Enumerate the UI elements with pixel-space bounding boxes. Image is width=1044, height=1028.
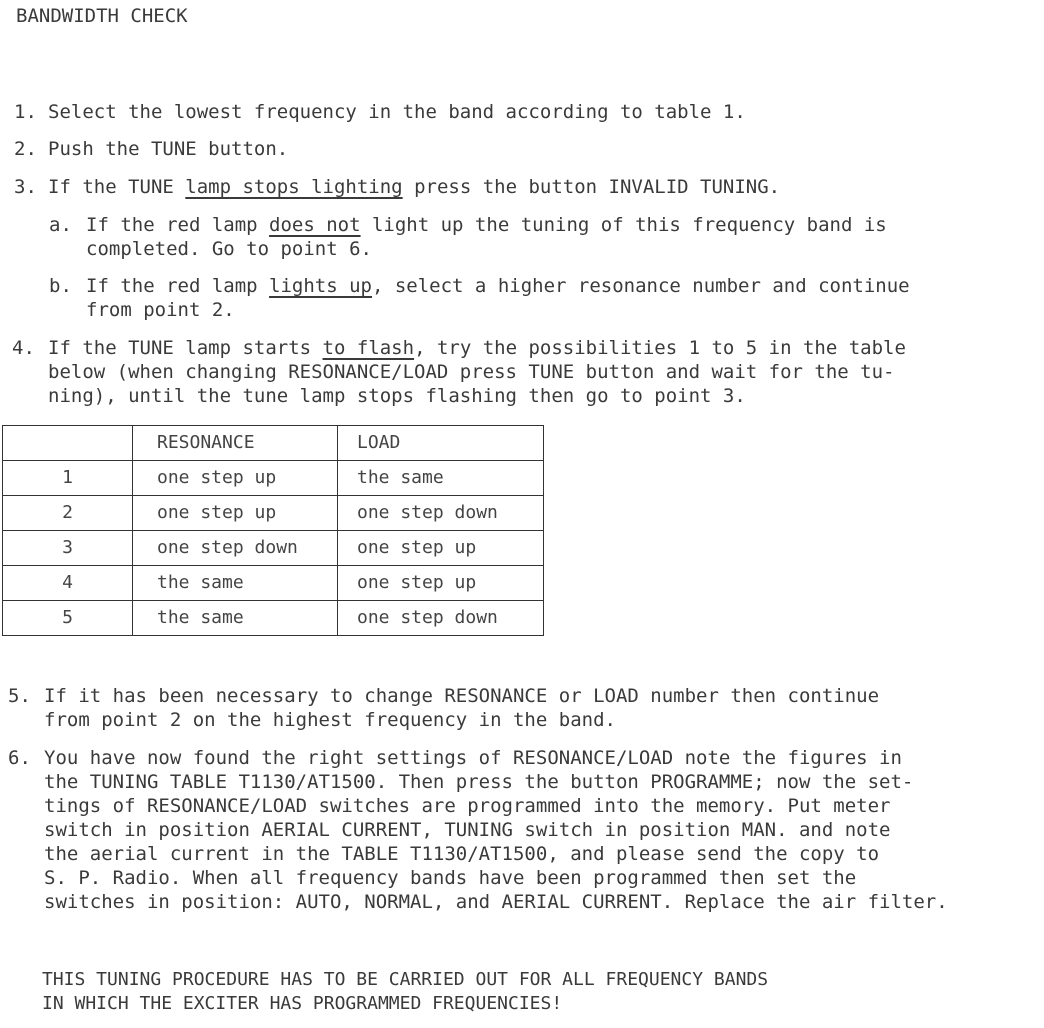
step-number: 4. bbox=[12, 337, 35, 359]
step-number: 3. bbox=[14, 176, 37, 198]
step-text-underlined: lights up bbox=[269, 275, 372, 297]
table-cell: one step up bbox=[338, 531, 544, 566]
step-5 bbox=[8, 684, 879, 732]
step-3a bbox=[49, 213, 887, 261]
table-header-cell bbox=[3, 426, 133, 461]
table-cell: one step up bbox=[133, 496, 338, 531]
step-text-line2: from point 2. bbox=[86, 299, 235, 321]
footer-line1: THIS TUNING PROCEDURE HAS TO BE CARRIED OUT FOR ALL FREQUENCY BANDS bbox=[42, 969, 769, 990]
step-text-pre: If the TUNE lamp starts bbox=[48, 337, 323, 359]
table-cell: 5 bbox=[3, 601, 133, 636]
step-text-post: , try the possibilities 1 to 5 in the table bbox=[414, 337, 906, 359]
step-text: Push the TUNE button. bbox=[48, 138, 289, 160]
step-text-underlined: to flash bbox=[322, 337, 415, 359]
step-text-post: , select a higher resonance number and continue bbox=[371, 275, 910, 297]
resonance-load-table bbox=[2, 425, 544, 636]
table-row bbox=[3, 601, 544, 636]
table-cell: one step up bbox=[133, 461, 338, 496]
step-4 bbox=[12, 336, 906, 408]
table-row bbox=[3, 461, 544, 496]
step-text-pre: If the red lamp bbox=[86, 214, 270, 236]
table-cell: 1 bbox=[3, 461, 133, 496]
table-cell: one step up bbox=[338, 566, 544, 601]
step-text-line5: the aerial current in the TABLE T1130/AT1500, and please send the copy to bbox=[44, 843, 880, 865]
table-header-row bbox=[3, 426, 544, 461]
step-text-line4: switch in position AERIAL CURRENT, TUNING switch in position MAN. and note bbox=[44, 819, 891, 841]
table-cell: 4 bbox=[3, 566, 133, 601]
substep-letter: a. bbox=[49, 214, 72, 236]
step-text-post: press the button INVALID TUNING. bbox=[402, 176, 781, 198]
step-1 bbox=[14, 100, 746, 124]
step-text-underlined: does not bbox=[269, 214, 361, 236]
step-3 bbox=[14, 175, 780, 199]
substep-letter: b. bbox=[49, 275, 72, 297]
table-cell: 2 bbox=[3, 496, 133, 531]
step-text-line2: the TUNING TABLE T1130/AT1500. Then press the button PROGRAMME; now the set- bbox=[44, 771, 914, 793]
table-cell: the same bbox=[133, 566, 338, 601]
table-header-cell: LOAD bbox=[338, 426, 544, 461]
step-3b bbox=[49, 274, 910, 322]
table-cell: one step down bbox=[133, 531, 338, 566]
table-cell: the same bbox=[338, 461, 544, 496]
footer-line2: IN WHICH THE EXCITER HAS PROGRAMMED FREQUENCIES! bbox=[42, 993, 563, 1014]
step-number: 6. bbox=[8, 747, 31, 769]
table-cell: the same bbox=[133, 601, 338, 636]
step-text-pre: If the red lamp bbox=[86, 275, 270, 297]
step-text-line6: S. P. Radio. When all frequency bands have been programmed then set the bbox=[44, 867, 857, 889]
table-row bbox=[3, 531, 544, 566]
step-number: 2. bbox=[14, 138, 37, 160]
table-row bbox=[3, 566, 544, 601]
step-number: 1. bbox=[14, 101, 37, 123]
footer-note bbox=[42, 968, 768, 1016]
step-text-line2: completed. Go to point 6. bbox=[86, 238, 372, 260]
step-6 bbox=[8, 746, 948, 914]
table-header-cell: RESONANCE bbox=[133, 426, 338, 461]
step-text-line1: You have now found the right settings of RESONANCE/LOAD note the figures in bbox=[44, 747, 902, 769]
step-text-pre: If the TUNE bbox=[48, 176, 186, 198]
table-cell: one step down bbox=[338, 496, 544, 531]
table-cell: one step down bbox=[338, 601, 544, 636]
page-title: BANDWIDTH CHECK bbox=[16, 5, 188, 27]
step-text-line2: from point 2 on the highest frequency in the band. bbox=[44, 709, 616, 731]
step-text-post: light up the tuning of this frequency band is bbox=[360, 214, 887, 236]
step-2 bbox=[14, 137, 288, 161]
step-text-underlined: lamp stops lighting bbox=[185, 176, 403, 198]
table-row bbox=[3, 496, 544, 531]
step-text-line1: If it has been necessary to change RESONANCE or LOAD number then continue bbox=[44, 685, 880, 707]
step-number: 5. bbox=[8, 685, 31, 707]
step-text-line3: tings of RESONANCE/LOAD switches are programmed into the memory. Put meter bbox=[44, 795, 891, 817]
step-text-line7: switches in position: AUTO, NORMAL, and AERIAL CURRENT. Replace the air filter. bbox=[44, 891, 948, 913]
step-text-line2: below (when changing RESONANCE/LOAD press TUNE button and wait for the tu- bbox=[48, 361, 895, 383]
step-text: Select the lowest frequency in the band according to table 1. bbox=[48, 101, 746, 123]
step-text-line3: ning), until the tune lamp stops flashing then go to point 3. bbox=[48, 385, 746, 407]
table-cell: 3 bbox=[3, 531, 133, 566]
